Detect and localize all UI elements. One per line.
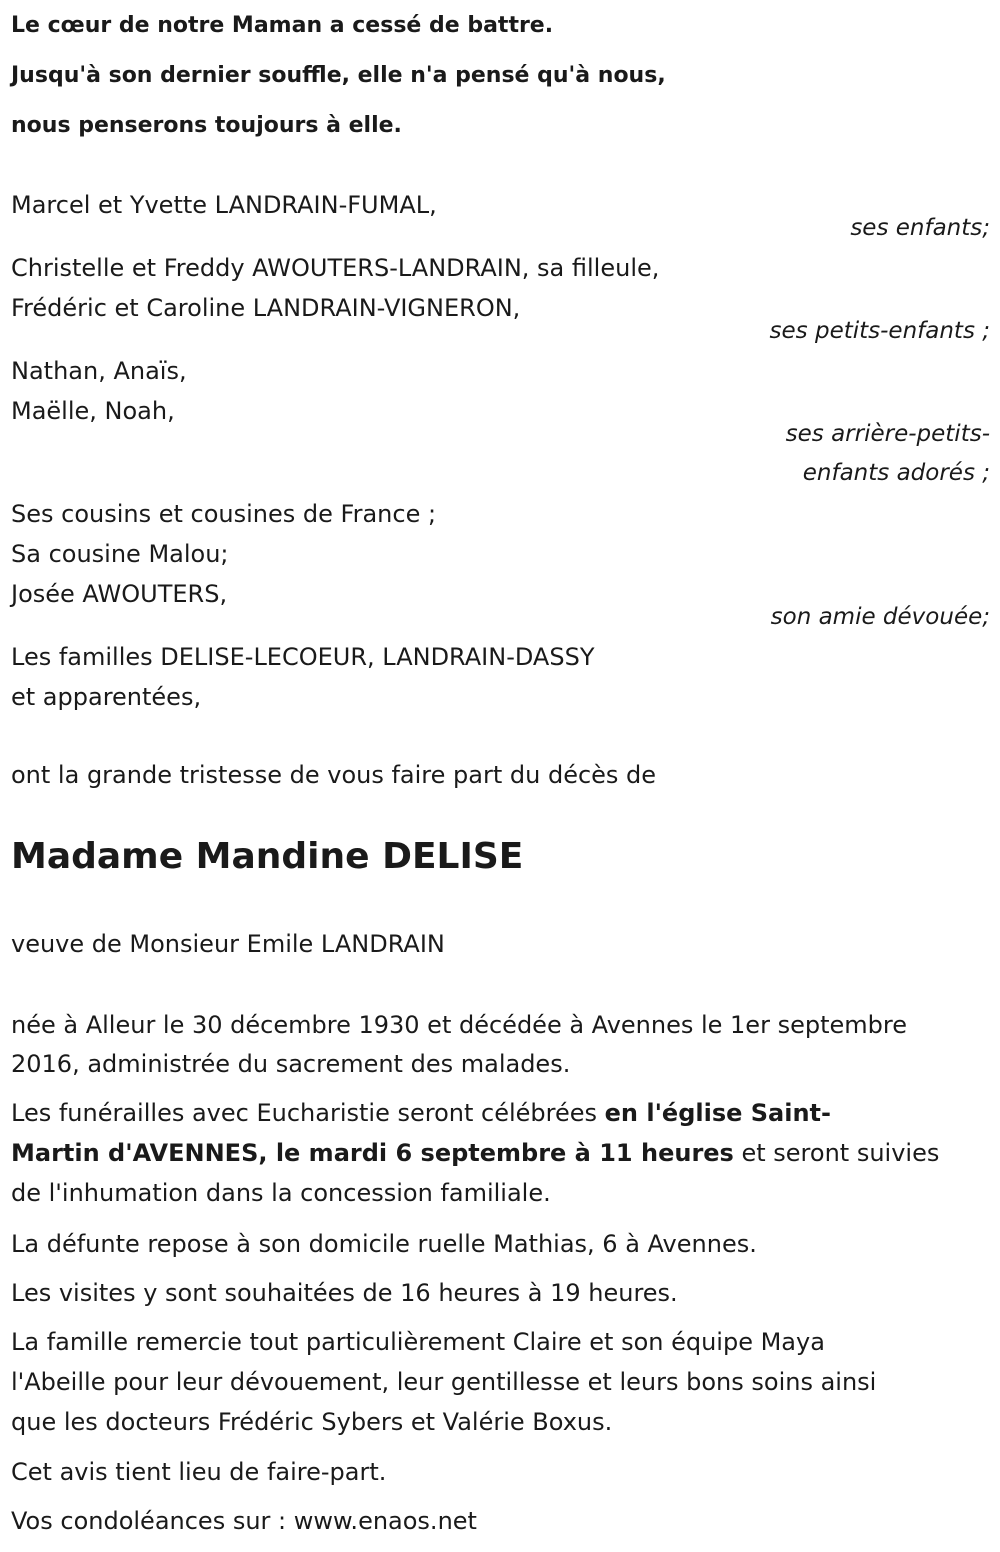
grandchildren-role: ses petits-enfants ;	[769, 318, 990, 344]
grandchildren-line-1: Christelle et Freddy AWOUTERS-LANDRAIN, sa filleule,	[11, 254, 660, 282]
funeral-bold-1: en l'église Saint-	[604, 1099, 831, 1127]
birth-death-line-1: née à Alleur le 30 décembre 1930 et décédée à Avennes le 1er septembre	[11, 1011, 907, 1039]
cousin-malou: Sa cousine Malou;	[11, 540, 229, 568]
thanks-line-2: l'Abeille pour leur dévouement, leur gentillesse et leurs bons soins ainsi	[11, 1368, 877, 1396]
funeral-text-2: et seront suivies	[733, 1139, 940, 1167]
grandchildren-line-2: Frédéric et Caroline LANDRAIN-VIGNERON,	[11, 294, 521, 322]
deceased-name: Madame Mandine DELISE	[11, 836, 524, 877]
intro-line-1: Le cœur de notre Maman a cessé de battre.	[11, 13, 554, 38]
thanks-line-3: que les docteurs Frédéric Sybers et Valérie Boxus.	[11, 1408, 613, 1436]
funeral-text-1: Les funérailles avec Eucharistie seront célébrées	[11, 1099, 605, 1127]
friend-name: Josée AWOUTERS,	[11, 580, 228, 608]
great-grandchildren-role-2: enfants adorés ;	[802, 460, 990, 486]
announcement: ont la grande tristesse de vous faire part du décès de	[11, 761, 657, 789]
condolences: Vos condoléances sur : www.enaos.net	[11, 1507, 477, 1535]
intro-line-2: Jusqu'à son dernier souffle, elle n'a pensé qu'à nous,	[11, 63, 666, 88]
thanks-line-1: La famille remercie tout particulièrement Claire et son équipe Maya	[11, 1328, 825, 1356]
great-grandchildren-line-1: Nathan, Anaïs,	[11, 357, 187, 385]
rests-at: La défunte repose à son domicile ruelle Mathias, 6 à Avennes.	[11, 1230, 757, 1258]
great-grandchildren-role-1: ses arrière-petits-	[785, 421, 990, 447]
children-role: ses enfants;	[850, 215, 990, 241]
widow-of: veuve de Monsieur Emile LANDRAIN	[11, 930, 445, 958]
children-names: Marcel et Yvette LANDRAIN-FUMAL,	[11, 191, 437, 219]
funeral-line-2	[11, 1141, 939, 1165]
birth-death-line-2: 2016, administrée du sacrement des malades.	[11, 1050, 571, 1078]
funeral-line-1	[11, 1101, 831, 1125]
friend-role: son amie dévouée;	[770, 604, 990, 630]
funeral-line-3: de l'inhumation dans la concession familiale.	[11, 1179, 551, 1207]
notice: Cet avis tient lieu de faire-part.	[11, 1458, 387, 1486]
funeral-bold-2: Martin d'AVENNES, le mardi 6 septembre à 11 heures	[11, 1139, 734, 1167]
families-line-2: et apparentées,	[11, 683, 202, 711]
intro-line-3: nous penserons toujours à elle.	[11, 113, 402, 138]
families-line-1: Les familles DELISE-LECOEUR, LANDRAIN-DASSY	[11, 643, 595, 671]
great-grandchildren-line-2: Maëlle, Noah,	[11, 397, 175, 425]
cousins-france: Ses cousins et cousines de France ;	[11, 500, 437, 528]
visits: Les visites y sont souhaitées de 16 heures à 19 heures.	[11, 1279, 678, 1307]
